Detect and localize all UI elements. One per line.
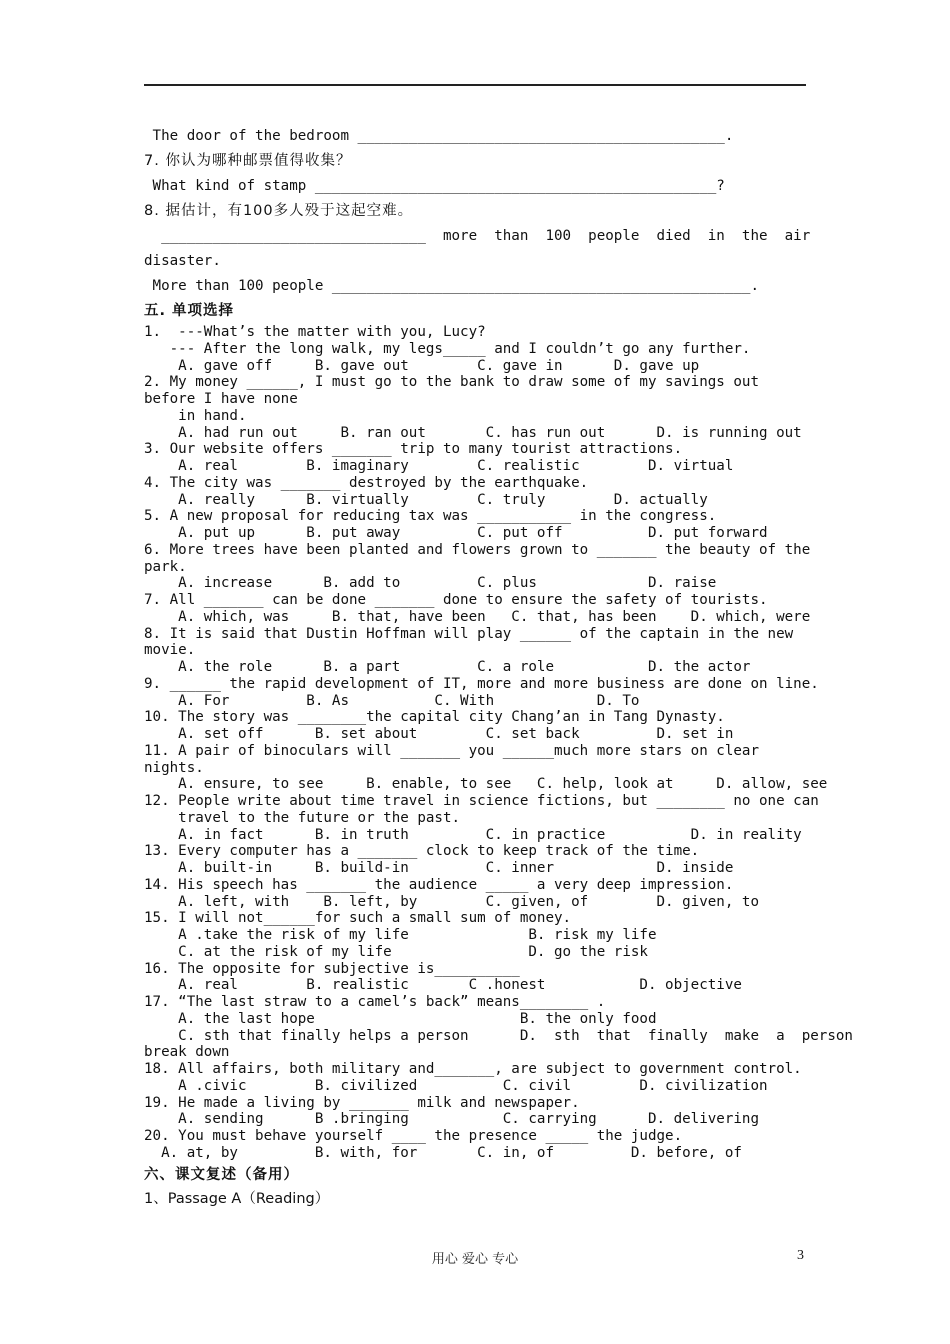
mc-line: 18. All affairs, both military and_______, are subject to government control. [144,1061,802,1077]
passage-line: 1、Passage A（Reading） [144,1191,330,1207]
question-7-english: What kind of stamp _______________________________________________? [144,178,725,194]
mc-line: 15. I will not______for such a small sum of money. [144,910,572,927]
mc-line: A. which, was B. that, have been C. that, has been D. which, were [144,608,811,625]
mc-line: A. real B. realistic C .honest D. objective [144,977,742,994]
mc-line: A. in fact B. in truth C. in practice D. in reality [144,826,802,843]
page-number: 3 [797,1248,804,1263]
mc-line: --- After the long walk, my legs_____ and I couldn’t go any further. [144,340,751,357]
mc-line: break down [144,1044,230,1061]
question-8-english-1: _______________________________ more than 100 people died in the air [144,228,811,244]
mc-line: nights. [144,759,204,776]
question-8-english-2: disaster. [144,253,221,269]
page-footer: 用心 爱心 专心 [431,1252,519,1267]
mc-line: A. built-in B. build-in C. inner D. inside [144,860,734,876]
mc-line: A .civic B. civilized C. civil D. civilization [144,1077,768,1094]
question-8-english-3: More than 100 people _________________________________________________. [144,278,759,294]
mc-line: 14. His speech has _______ the audience _____ a very deep impression. [144,876,734,893]
mc-line: A. For B. As C. With D. To [144,692,640,709]
mc-line: A. put up B. put away C. put off D. put forward [144,525,768,541]
mc-line: A. left, with B. left, by C. given, of D. given, to [144,893,759,910]
mc-line: A. set off B. set about C. set back D. set in [144,726,734,742]
mc-line: 2. My money ______, I must go to the bank to draw some of my savings out [144,374,759,391]
mc-line: A. ensure, to see B. enable, to see C. help, look at D. allow, see [144,776,828,793]
mc-line: 13. Every computer has a _______ clock to keep track of the time. [144,843,700,860]
section-6-title: 六、课文复述（备用） [144,1167,299,1183]
mc-line: A. the last hope B. the only food [144,1010,657,1027]
mc-line: A. gave off B. gave out C. gave in D. gave up [144,357,700,374]
mc-line: 5. A new proposal for reducing tax was ___________ in the congress. [144,508,717,525]
mc-line: 16. The opposite for subjective is__________ [144,960,520,977]
mc-line: 12. People write about time travel in science fictions, but ________ no one can [144,793,819,809]
mc-line: A. increase B. add to C. plus D. raise [144,575,717,592]
mc-line: 6. More trees have been planted and flowers grown to _______ the beauty of the [144,541,811,558]
mc-line: 7. All _______ can be done _______ done to ensure the safety of tourists. [144,592,768,608]
mc-line: 9. ______ the rapid development of IT, more and more business are done on line. [144,675,819,692]
mc-line: A .take the risk of my life B. risk my life [144,927,657,943]
header-rule [144,84,806,86]
mc-line: A. at, by B. with, for C. in, of D. before, of [144,1144,742,1161]
mc-line: 1. ---What’s the matter with you, Lucy? [144,324,486,340]
question-8-chinese: 8. 据估计，有100多人殁于这起空难。 [144,203,414,219]
mc-line: A. sending B .bringing C. carrying D. delivering [144,1111,759,1128]
mc-line: 3. Our website offers _______ trip to many tourist attractions. [144,441,683,458]
mc-line: movie. [144,642,196,659]
mc-line: A. really B. virtually C. truly D. actually [144,491,708,508]
mc-line: A. the role B. a part C. a role D. the actor [144,659,751,675]
translation-line: The door of the bedroom ___________________________________________. [144,128,734,144]
mc-line: 11. A pair of binoculars will _______ you ______much more stars on clear [144,742,759,759]
mc-line: C. sth that finally helps a person D. sth that finally make a person [144,1027,853,1044]
mc-line: A. real B. imaginary C. realistic D. virtual [144,458,734,474]
mc-line: 20. You must behave yourself ____ the presence _____ the judge. [144,1128,683,1144]
mc-line: in hand. [144,407,247,424]
mc-line: 17. “The last straw to a camel’s back” means________ . [144,994,606,1010]
section-5-title: 五. 单项选择 [144,303,235,319]
mc-line: 4. The city was _______ destroyed by the earthquake. [144,474,589,491]
mc-line: 8. It is said that Dustin Hoffman will play ______ of the captain in the new [144,625,794,642]
question-7-chinese: 7. 你认为哪种邮票值得收集？ [144,153,352,169]
mc-line: 19. He made a living by _______ milk and newspaper. [144,1094,580,1111]
mc-line: travel to the future or the past. [144,809,461,826]
mc-line: park. [144,558,187,575]
mc-line: C. at the risk of my life D. go the risk [144,943,648,960]
mc-line: before I have none [144,391,298,407]
mc-line: 10. The story was ________the capital city Chang’an in Tang Dynasty. [144,709,725,726]
mc-line: A. had run out B. ran out C. has run out D. is running out [144,424,802,441]
